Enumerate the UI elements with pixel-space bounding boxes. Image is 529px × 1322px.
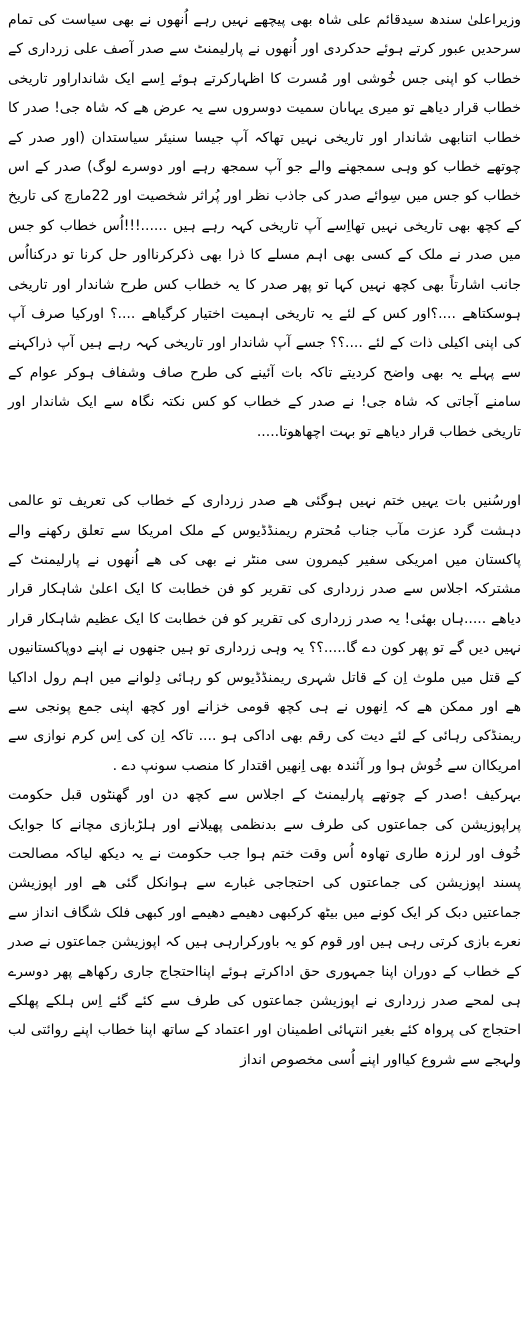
article-paragraph-2: اورسُنیں بات یہیں ختم نہیں ہوگئی ھے صدر زرداری کے خطاب کی تعریف تو عالمی دہشت گرد عزت مآب جناب مُحترم ریمنڈڈیوس کے ملک امریکا سے تعلق رکھنے والے پاکستان میں امریکی سفیر کیمرون سی منٹر نے بھی کی ھے اُنھوں نے پارلیمنٹ کے مشترکہ اجلاس سے صدر زرداری کی تقریر کو فن خطابت کا ایک اعلیٰ شاہکار قرار دیاھے .....ہاں بھئی! یہ صدر زرداری کی تقریر کو فن خطابت کا ایک عظیم شاہکار قرار نہیں دیں گے تو پھر کون دے گا.....؟؟ یہ وہی زرداری تو ہیں جنھوں نے اپنے دوپاکستانیوں کے قتل میں ملوث اِن کے قاتل شہری ریمنڈڈیوس کو رہائی دِلوانے میں اہم رول اداکیا ھے اور ممکن ھے کہ اِنھوں نے ہی کچھ قومی خزانے اور کچھ اپنی جمع پونجی سے ریمنڈکی رہائی کے لئے دیت کی رقم بھی اداکی ہو .... تاکہ اِن کی اِس کرم نوازی سے امریکاان سے خُوش ہوا ور آئندہ بھی اِنھیں اقتدار کا منصب سونپ دے . — [8, 493, 521, 774]
article-paragraph-3: بہرکیف !صدر کے چوتھے پارلیمنٹ کے اجلاس سے کچھ دن اور گھنٹوں قبل حکومت پراپوزیشن کی جماعتوں کی طرف سے بدنظمی پھیلانے اور ہلڑبازی مچانے کا جوایک خُوف اور لرزہ طاری تھاوہ اُس وقت ختم ہوا جب حکومت نے یہ دیکھ لیاکہ مصالحت پسند اپوزیشن کی جماعتوں کی احتجاجی غبارے سے ہوانکل گئی ھے اور اپوزیشن جماعتیں دبک کر ایک کونے میں بیٹھ کرکبھی دھیمے دھیمے اور کبھی فلک شگاف انداز سے نعرے بازی کرتی رہی ہیں اور قوم کو یہ باورکرارہی ہیں کہ اپوزیشن جماعتوں نے صدر کے خطاب کے دوران اپنا جمہوری حق اداکرتے ہوئے اپنااحتجاج جاری رکھاھے پھر دوسرے ہی لمحے صدر زرداری نے اپوزیشن جماعتوں کی طرف سے کئے گئے اِس ہلکے پھلکے احتجاج کی پرواہ کئے بغیر انتہائی اطمینان اور اعتماد کے ساتھ اپنا خطاب اپنے روائتی لب ولہجے سے شروع کیااور اپنے اُسی مخصوص انداز — [8, 787, 521, 1068]
article-paragraph-1: وزیراعلیٰ سندھ سیدقائم علی شاہ بھی پیچھے نہیں رہے اُنھوں نے بھی سیاست کی تمام سرحدیں عبور کرتے ہوئے حدکردی اور اُنھوں نے پارلیمنٹ سے صدر آصف علی زرداری کے خطاب کو اپنی جس خُوشی اور مُسرت کا اظہارکرتے ہوئے اِسے ایک شانداراور تاریخی خطاب قرار دیاھے تو میری یہاںان سمیت دوسروں سے یہ عرض ھے کہ شاہ جی! صدر کا خطاب اتنابھی شاندار اور تاریخی نہیں تھاکہ آپ جیسا سنیئر سیاستدان (اور صدر کے چوتھے خطاب کو وہی سمجھنے والے جو آپ سمجھ رہے اور دوسرے لوگ) صدر کے اس خطاب کو جس میں سِوائے صدر کی جاذب نظر اور پُراثر شخصیت اور 22مارچ کی تاریخ کے کچھ بھی تاریخی نہیں تھااِسے آپ تاریخی کہہ رہے ہیں ......!!!اُس خطاب کو جس میں صدر نے ملک کے کسی بھی اہم مسلے کا ذرا بھی ذکرکرنااور حل کرنا تو درکنااُس جانب اشارتاً بھی کچھ نہیں کہا تو پھر صدر کا یہ خطاب کس طرح شاندار اور تاریخی ہوسکتاھے ....؟اور کس کے لئے یہ تاریخی اہمیت اختیار کرگیاھے ....؟ اورکیا صرف آپ کی اپنی اکیلی ذات کے لئے ....؟؟ جسے آپ شاندار اور تاریخی کہہ رہے ہیں آپ ذراکہنے سے پہلے یہ بھی واضح کردیتے تاکہ بات آئینے کی طرح صاف وشفاف ہوکر عوام کے سامنے آجاتی کہ شاہ جی! نے صدر کے خطاب کو کس نکتہ نگاہ سے ایک شاندار اور تاریخی خطاب قرار دیاھے تو بہت اچھاھوتا..... — [8, 12, 522, 440]
